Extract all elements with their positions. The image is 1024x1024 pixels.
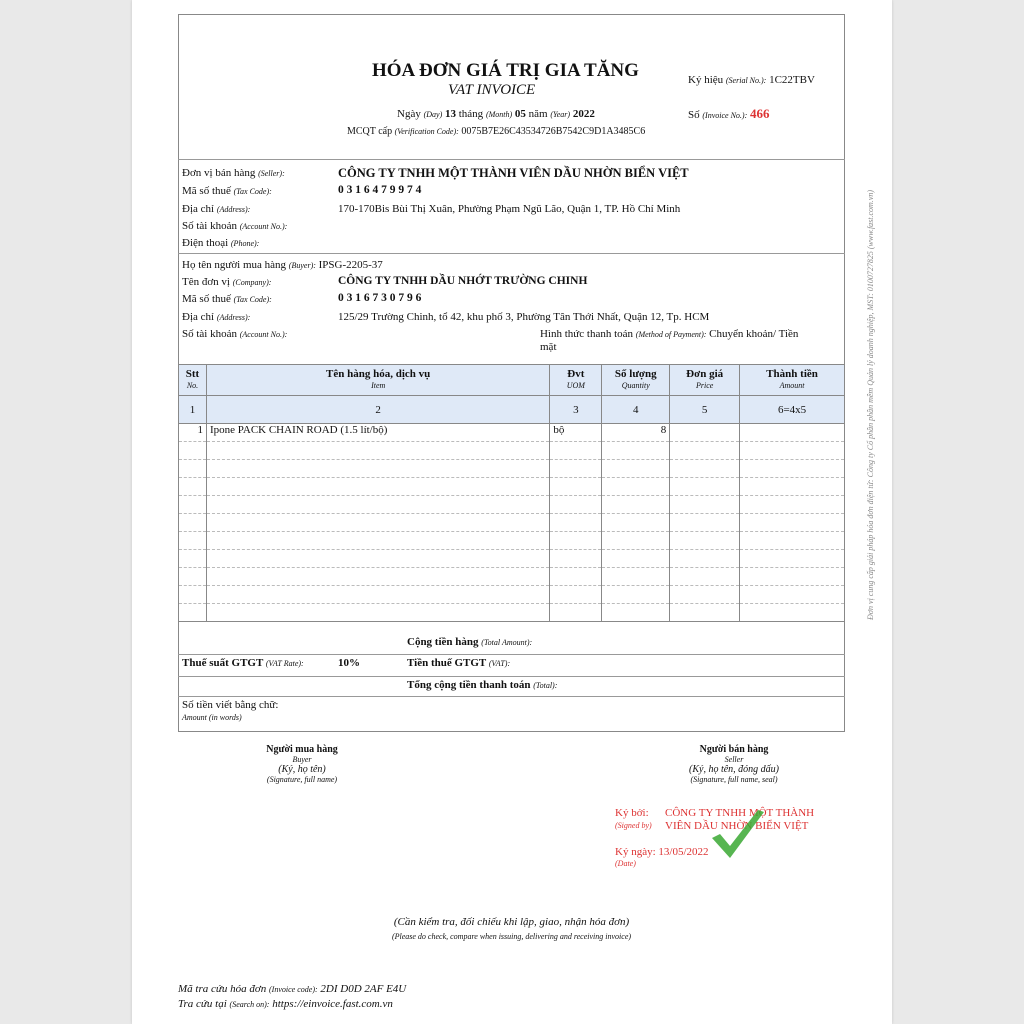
check-note-en: (Please do check, compare when issuing, delivering and receiving invoice) <box>391 932 632 941</box>
cell <box>602 442 670 460</box>
cell <box>670 514 740 532</box>
invoice-date: Ngày (Day) 13 tháng (Month) 05 năm (Year) 2022 <box>397 108 595 120</box>
table-row <box>179 550 845 568</box>
seller-address: 170-170Bis Bùi Thị Xuân, Phường Phạm Ngũ Lão, Quận 1, TP. Hồ Chí Minh <box>338 203 681 215</box>
buyer-signature-block <box>212 744 392 784</box>
invoice-lookup-code: Mã tra cứu hóa đơn (Invoice code): 2DI D0D 2AF E4U <box>178 983 407 995</box>
cell <box>179 550 207 568</box>
cell <box>670 460 740 478</box>
header-uom: Đvt UOM <box>550 365 602 396</box>
cell <box>602 460 670 478</box>
cell <box>550 568 602 586</box>
seller-signature-block <box>644 744 824 784</box>
cell <box>550 514 602 532</box>
seller-sign-en: Seller <box>724 755 744 764</box>
buyer-address-label: Địa chỉ (Address): <box>182 311 251 323</box>
cell <box>550 478 602 496</box>
table-row <box>179 442 845 460</box>
amount-in-words-label: Số tiền viết bằng chữ: <box>182 699 279 711</box>
invoice-number: Số (Invoice No.): 466 <box>688 106 770 121</box>
cell <box>670 586 740 604</box>
lookup-link[interactable]: https://einvoice.fast.com.vn <box>272 998 393 1010</box>
check-note: (Cần kiểm tra, đối chiếu khi lập, giao, nhận hóa đơn) <box>393 916 630 928</box>
seller-sign-title: Người bán hàng <box>699 744 769 755</box>
cell <box>550 460 602 478</box>
cell-qty: 8 <box>602 424 670 442</box>
cell-uom: bộ <box>550 424 602 442</box>
buyer-sign-en: Buyer <box>292 755 312 764</box>
seller-account-label: Số tài khoản (Account No.): <box>182 220 288 232</box>
cell <box>206 532 549 550</box>
cell <box>550 532 602 550</box>
divider <box>178 696 845 697</box>
invoice-lookup-site: Tra cứu tại (Search on): https://einvoice.fast.com.vn <box>178 998 393 1010</box>
cell <box>179 496 207 514</box>
header-price: Đơn giá Price <box>670 365 740 396</box>
vat-amount-label: Tiền thuế GTGT (VAT): <box>407 657 511 669</box>
cell <box>206 550 549 568</box>
table-row <box>179 460 845 478</box>
signed-by-label: Ký bởi: <box>615 807 649 819</box>
buyer-tax-label: Mã số thuế (Tax Code): <box>182 293 272 305</box>
grand-total-label: Tổng cộng tiền thanh toán (Total): <box>407 679 558 691</box>
cell <box>670 604 740 622</box>
amount-in-words-en: Amount (in words) <box>182 713 242 722</box>
signed-date-en: (Date) <box>615 859 636 868</box>
table-row <box>179 424 845 442</box>
seller-tax-code: 0 3 1 6 4 7 9 9 7 4 <box>338 184 422 196</box>
seller-sign-note: (Ký, họ tên, đóng dấu) <box>689 764 779 775</box>
check-mark-icon <box>708 806 768 866</box>
seller-address-label: Địa chỉ (Address): <box>182 203 251 215</box>
cell <box>740 568 845 586</box>
cell-price <box>670 424 740 442</box>
table-row <box>179 514 845 532</box>
signed-date-label: Ký ngày: 13/05/2022 <box>615 846 709 858</box>
cell <box>670 442 740 460</box>
verification-code: MCQT cấp (Verification Code): 0075B7E26C43534726B7542C9D1A3485C6 <box>347 126 646 137</box>
seller-phone-label: Điện thoại (Phone): <box>182 237 260 249</box>
column-number: 5 <box>670 396 740 424</box>
cell <box>740 604 845 622</box>
divider <box>178 253 845 254</box>
cell <box>179 514 207 532</box>
total-amount-label: Cộng tiền hàng (Total Amount): <box>407 636 533 648</box>
invoice-title: HÓA ĐƠN GIÁ TRỊ GIA TĂNG <box>372 60 639 81</box>
cell-stt: 1 <box>179 424 207 442</box>
cell <box>740 460 845 478</box>
cell <box>206 496 549 514</box>
cell <box>670 550 740 568</box>
column-number: 4 <box>602 396 670 424</box>
items-table <box>178 364 845 622</box>
header-quantity: Số lượng Quantity <box>602 365 670 396</box>
buyer-company-label: Tên đơn vị (Company): <box>182 276 272 288</box>
signed-by-en: (Signed by) <box>615 821 652 830</box>
invoice-subtitle: VAT INVOICE <box>448 82 536 98</box>
cell <box>740 586 845 604</box>
divider <box>178 676 845 677</box>
signed-by-name-cont: VIÊN DẦU NHỜN BIỂN VIỆT <box>665 820 809 832</box>
buyer-sign-title: Người mua hàng <box>266 744 338 755</box>
cell <box>179 586 207 604</box>
signed-by-name: CÔNG TY TNHH MỘT THÀNH <box>665 807 815 819</box>
cell <box>179 442 207 460</box>
header-amount: Thành tiền Amount <box>740 365 845 396</box>
cell <box>602 586 670 604</box>
cell <box>740 514 845 532</box>
cell-amount <box>740 424 845 442</box>
header-stt: Stt No. <box>179 365 207 396</box>
payment-method-cont: mặt <box>540 341 557 353</box>
table-row <box>179 496 845 514</box>
cell <box>550 442 602 460</box>
cell <box>740 550 845 568</box>
column-number: 1 <box>179 396 207 424</box>
cell <box>206 604 549 622</box>
cell <box>179 532 207 550</box>
buyer-account-label: Số tài khoản (Account No.): <box>182 328 288 340</box>
buyer-address: 125/29 Trường Chinh, tổ 42, khu phố 3, Phường Tân Thới Nhất, Quận 12, Tp. HCM <box>338 311 710 323</box>
cell <box>179 604 207 622</box>
cell <box>740 442 845 460</box>
seller-label: Đơn vị bán hàng (Seller): <box>182 167 285 179</box>
buyer-sign-note-en: (Signature, full name) <box>266 775 338 784</box>
buyer-sign-note: (Ký, họ tên) <box>278 764 326 775</box>
cell <box>602 568 670 586</box>
cell <box>670 496 740 514</box>
buyer-company: CÔNG TY TNHH DẦU NHỚT TRƯỜNG CHINH <box>338 275 588 287</box>
cell <box>602 496 670 514</box>
cell <box>550 496 602 514</box>
column-number: 6=4x5 <box>740 396 845 424</box>
buyer-label: Họ tên người mua hàng (Buyer): IPSG-2205-37 <box>182 259 383 271</box>
seller-name: CÔNG TY TNHH MỘT THÀNH VIÊN DẦU NHỜN BIỂN VIỆT <box>338 166 689 180</box>
cell <box>206 586 549 604</box>
cell <box>670 532 740 550</box>
serial-no: Ký hiệu (Serial No.): 1C22TBV <box>688 74 815 86</box>
provider-side-text: Đơn vị cung cấp giải pháp hóa đơn điện tử: Công ty Cổ phần phần mềm Quản lý doanh nghiệp, MST: 0100727825 (www.fast.com.vn) <box>866 189 875 620</box>
cell <box>206 460 549 478</box>
cell <box>179 460 207 478</box>
cell <box>602 550 670 568</box>
buyer-tax-code: 0 3 1 6 7 3 0 7 9 6 <box>338 292 422 304</box>
cell <box>206 442 549 460</box>
header-item: Tên hàng hóa, dịch vụ Item <box>206 365 549 396</box>
cell <box>740 478 845 496</box>
cell <box>740 496 845 514</box>
divider <box>178 159 845 160</box>
cell <box>740 532 845 550</box>
cell <box>602 604 670 622</box>
seller-sign-note-en: (Signature, full name, seal) <box>690 775 778 784</box>
cell <box>670 478 740 496</box>
cell <box>670 568 740 586</box>
seller-tax-label: Mã số thuế (Tax Code): <box>182 185 272 197</box>
table-row <box>179 478 845 496</box>
vat-rate-label: Thuế suất GTGT (VAT Rate): <box>182 657 304 669</box>
cell <box>602 532 670 550</box>
table-row <box>179 604 845 622</box>
cell-name: Ipone PACK CHAIN ROAD (1.5 lít/bộ) <box>206 424 549 442</box>
cell <box>550 586 602 604</box>
table-row <box>179 568 845 586</box>
cell <box>206 514 549 532</box>
cell <box>550 604 602 622</box>
cell <box>179 478 207 496</box>
payment-method: Hình thức thanh toán (Method of Payment): Chuyển khoản/ Tiền <box>540 328 799 340</box>
table-row <box>179 532 845 550</box>
cell <box>602 478 670 496</box>
column-number: 3 <box>550 396 602 424</box>
divider <box>178 654 845 655</box>
column-number: 2 <box>206 396 549 424</box>
cell <box>206 568 549 586</box>
cell <box>206 478 549 496</box>
cell <box>550 550 602 568</box>
vat-rate: 10% <box>338 657 360 669</box>
table-row <box>179 586 845 604</box>
cell <box>179 568 207 586</box>
cell <box>602 514 670 532</box>
